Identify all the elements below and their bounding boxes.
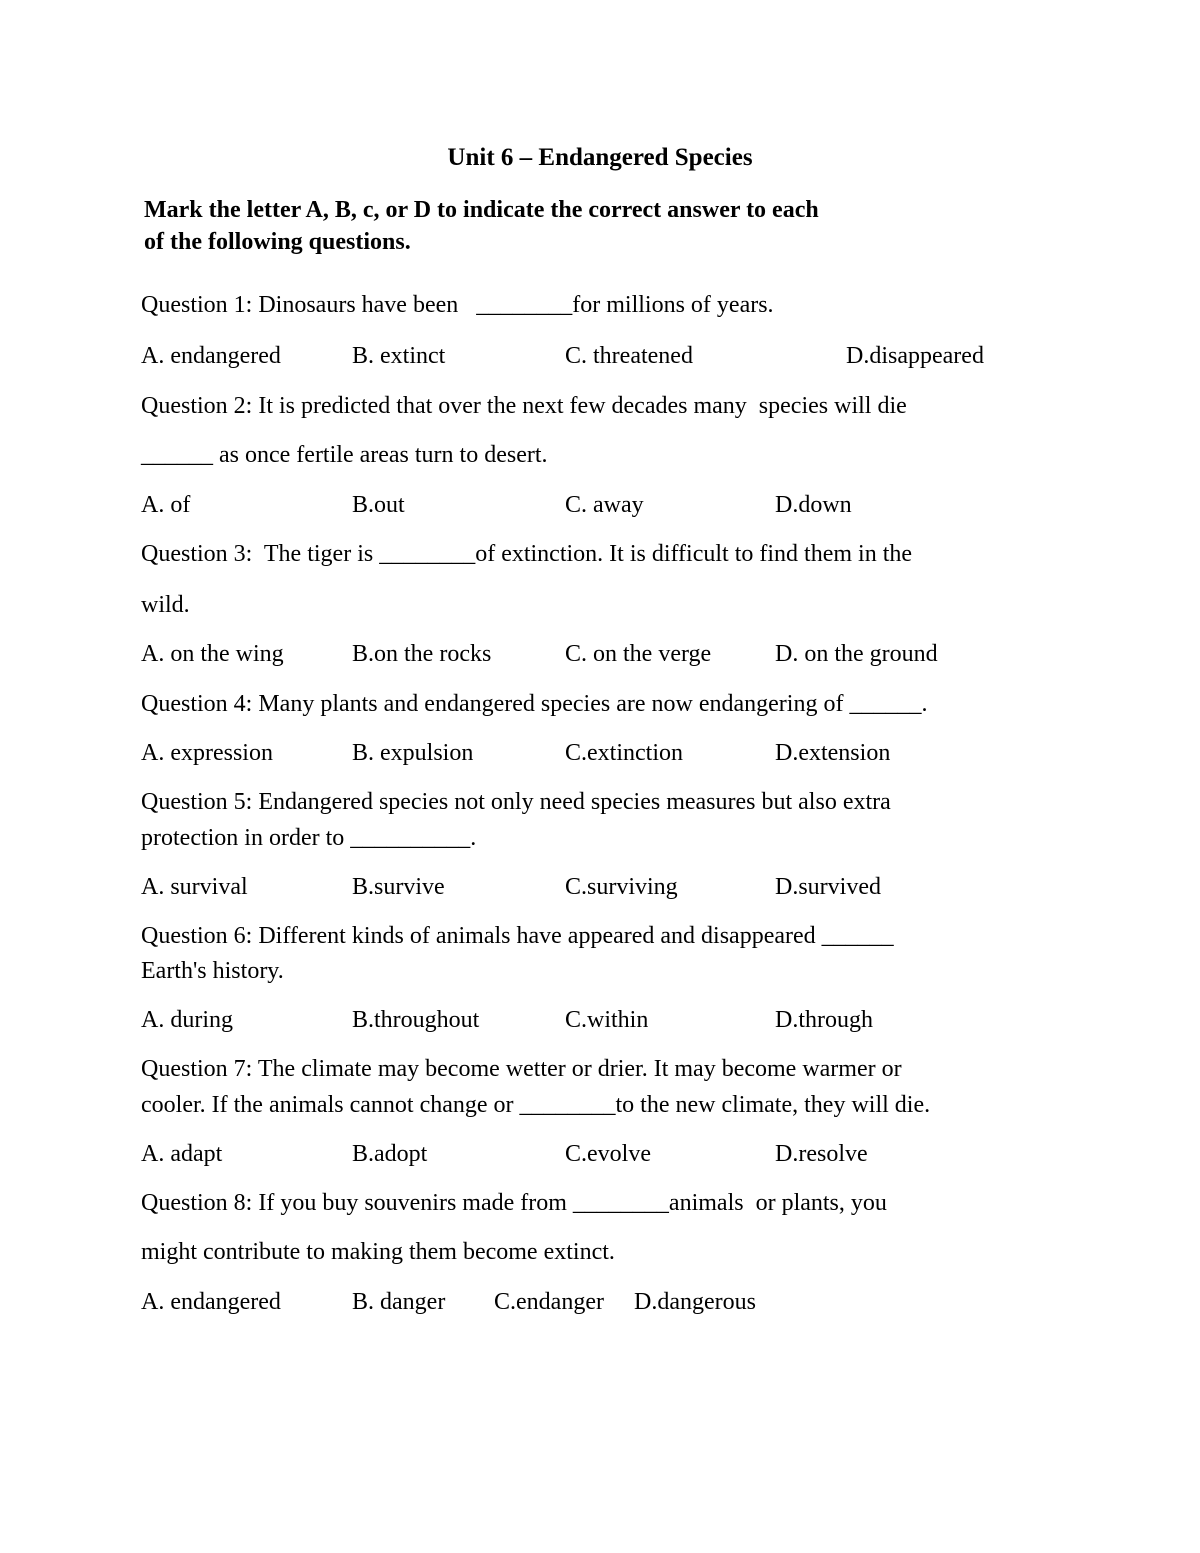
question-4-text: Question 4: Many plants and endangered species are now endangering of ______. <box>141 691 928 717</box>
question-1-option-c: C. threatened <box>565 343 693 369</box>
question-3-text-line-2: wild. <box>141 592 190 618</box>
question-8-option-c: C.endanger <box>494 1289 604 1315</box>
question-2-text-line-2: ______ as once fertile areas turn to desert. <box>141 442 548 468</box>
question-6-option-b: B.throughout <box>352 1007 480 1033</box>
question-8-text-line-2: might contribute to making them become extinct. <box>141 1239 615 1265</box>
question-4-option-d: D.extension <box>775 740 891 766</box>
question-2-option-a: A. of <box>141 492 191 518</box>
instructions-line-2: of the following questions. <box>144 229 411 255</box>
question-2-option-d: D.down <box>775 492 852 518</box>
question-5-option-d: D.survived <box>775 874 881 900</box>
question-3-text-line-1: Question 3: The tiger is ________of extinction. It is difficult to find them in the <box>141 541 913 567</box>
question-3-option-b: B.on the rocks <box>352 641 492 667</box>
question-4-option-c: C.extinction <box>565 740 683 766</box>
question-5-text-line-2: protection in order to __________. <box>141 825 477 851</box>
question-6-option-d: D.through <box>775 1007 873 1033</box>
question-6-option-c: C.within <box>565 1007 649 1033</box>
question-2-option-c: C. away <box>565 492 644 518</box>
question-8-option-a: A. endangered <box>141 1289 281 1315</box>
question-6-text-line-2: Earth's history. <box>141 958 284 984</box>
question-8-option-b: B. danger <box>352 1289 446 1315</box>
question-6-option-a: A. during <box>141 1007 233 1033</box>
question-2-text-line-1: Question 2: It is predicted that over the next few decades many species will die <box>141 393 907 419</box>
instructions-line-1: Mark the letter A, B, c, or D to indicate the correct answer to each <box>144 197 819 223</box>
question-7-option-b: B.adopt <box>352 1141 428 1167</box>
question-7-option-a: A. adapt <box>141 1141 223 1167</box>
question-1-text: Question 1: Dinosaurs have been ________for millions of years. <box>141 292 774 318</box>
question-5-option-c: C.surviving <box>565 874 678 900</box>
question-8-text-line-1: Question 8: If you buy souvenirs made from ________animals or plants, you <box>141 1190 887 1216</box>
question-7-option-d: D.resolve <box>775 1141 868 1167</box>
question-6-text-line-1: Question 6: Different kinds of animals have appeared and disappeared ______ <box>141 923 894 949</box>
question-5-option-b: B.survive <box>352 874 445 900</box>
question-2-option-b: B.out <box>352 492 405 518</box>
question-1-option-a: A. endangered <box>141 343 281 369</box>
question-5-text-line-1: Question 5: Endangered species not only need species measures but also extra <box>141 789 891 815</box>
question-4-option-a: A. expression <box>141 740 273 766</box>
question-8-option-d: D.dangerous <box>634 1289 756 1315</box>
question-4-option-b: B. expulsion <box>352 740 474 766</box>
question-1-option-d: D.disappeared <box>846 343 984 369</box>
question-5-option-a: A. survival <box>141 874 248 900</box>
question-7-option-c: C.evolve <box>565 1141 651 1167</box>
question-3-option-d: D. on the ground <box>775 641 938 667</box>
question-7-text-line-2: cooler. If the animals cannot change or ________to the new climate, they will die. <box>141 1092 931 1118</box>
question-7-text-line-1: Question 7: The climate may become wetter or drier. It may become warmer or <box>141 1056 902 1082</box>
question-3-option-c: C. on the verge <box>565 641 712 667</box>
question-3-option-a: A. on the wing <box>141 641 284 667</box>
page-title: Unit 6 – Endangered Species <box>447 144 753 171</box>
question-1-option-b: B. extinct <box>352 343 446 369</box>
